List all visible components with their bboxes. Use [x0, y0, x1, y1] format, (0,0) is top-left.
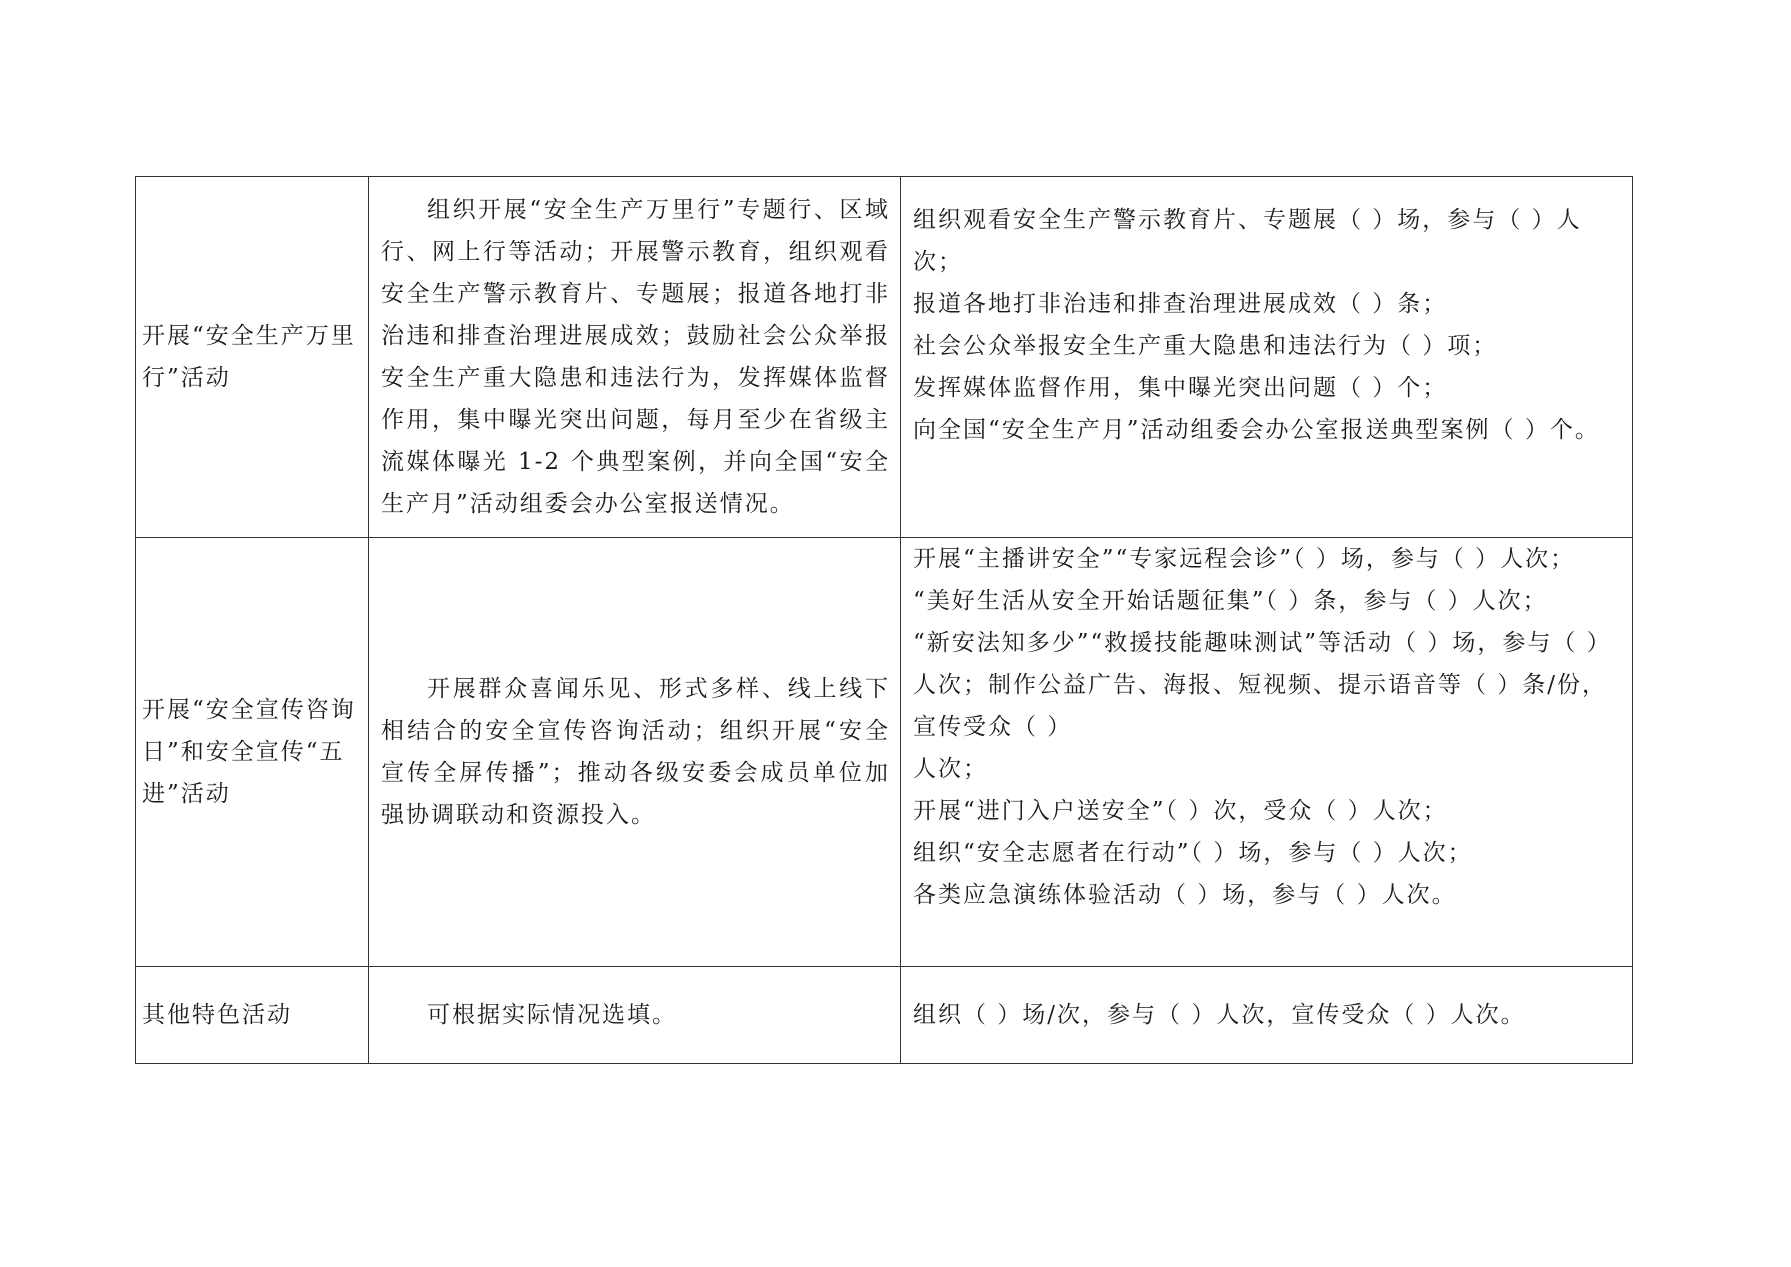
- stat-line: 人次；: [913, 756, 988, 782]
- stat-line: 开展“主播讲安全”“专家远程会诊”（ ）场，参与（ ）人次；: [913, 546, 1576, 572]
- table-row: [136, 177, 1633, 538]
- activity-content-cell: [369, 177, 901, 538]
- activity-stats-cell: [901, 967, 1633, 1064]
- activity-content: 组织开展“安全生产万里行”专题行、区域行、网上行等活动；开展警示教育，组织观看安全生产警示教育片、专题展；报道各地打非治违和排查治理进展成效；鼓励社会公众举报安全生产重大隐患和违法行为，发挥媒体监督作用，集中曝光突出问题，每月至少在省级主流媒体曝光 1-2 个典型案例，并向全国“安全生产月”活动组委会办公室报送情况。: [381, 197, 890, 517]
- activity-name: 开展“安全宣传咨询日”和安全宣传“五进”活动: [142, 697, 356, 807]
- table-row: [136, 967, 1633, 1064]
- activity-stats-cell: [901, 177, 1633, 538]
- activity-content: 可根据实际情况选填。: [427, 1002, 677, 1028]
- stat-line: 组织“安全志愿者在行动”（ ）场，参与（ ）人次；: [913, 840, 1473, 866]
- stat-line: 向全国“安全生产月”活动组委会办公室报送典型案例（ ）个。: [913, 417, 1600, 443]
- activity-content-cell: [369, 967, 901, 1064]
- activity-name: 开展“安全生产万里行”活动: [142, 323, 356, 391]
- table-row: [136, 538, 1633, 967]
- stat-line: 各类应急演练体验活动（ ）场，参与（ ）人次。: [913, 882, 1457, 908]
- activity-name-cell: [136, 177, 369, 538]
- stat-line: “新安法知多少”“救援技能趣味测试”等活动（ ）场，参与（ ）人次；制作公益广告、海报、短视频、提示语音等（ ）条/份，宣传受众（ ）: [913, 630, 1612, 740]
- activity-name: 其他特色活动: [142, 1002, 292, 1028]
- stat-line: 报道各地打非治违和排查治理进展成效（ ）条；: [913, 291, 1448, 317]
- stat-line: “美好生活从安全开始话题征集”（ ）条，参与（ ）人次；: [913, 588, 1548, 614]
- stat-line: 组织观看安全生产警示教育片、专题展（ ）场，参与（ ）人次；: [913, 207, 1582, 275]
- activity-name-cell: [136, 967, 369, 1064]
- stat-line: 发挥媒体监督作用，集中曝光突出问题（ ）个；: [913, 375, 1448, 401]
- activity-name-cell: [136, 538, 369, 967]
- activity-stats-cell: [901, 538, 1633, 967]
- stat-line: 开展“进门入户送安全”（ ）次，受众（ ）人次；: [913, 798, 1448, 824]
- activity-table: [135, 176, 1633, 1064]
- stat-line: 社会公众举报安全生产重大隐患和违法行为（ ）项；: [913, 333, 1498, 359]
- activity-content: 开展群众喜闻乐见、形式多样、线上线下相结合的安全宣传咨询活动；组织开展“安全宣传全屏传播”；推动各级安委会成员单位加强协调联动和资源投入。: [381, 676, 890, 828]
- stat-line: 组织（ ）场/次，参与（ ）人次，宣传受众（ ）人次。: [913, 1002, 1526, 1028]
- activity-content-cell: [369, 538, 901, 967]
